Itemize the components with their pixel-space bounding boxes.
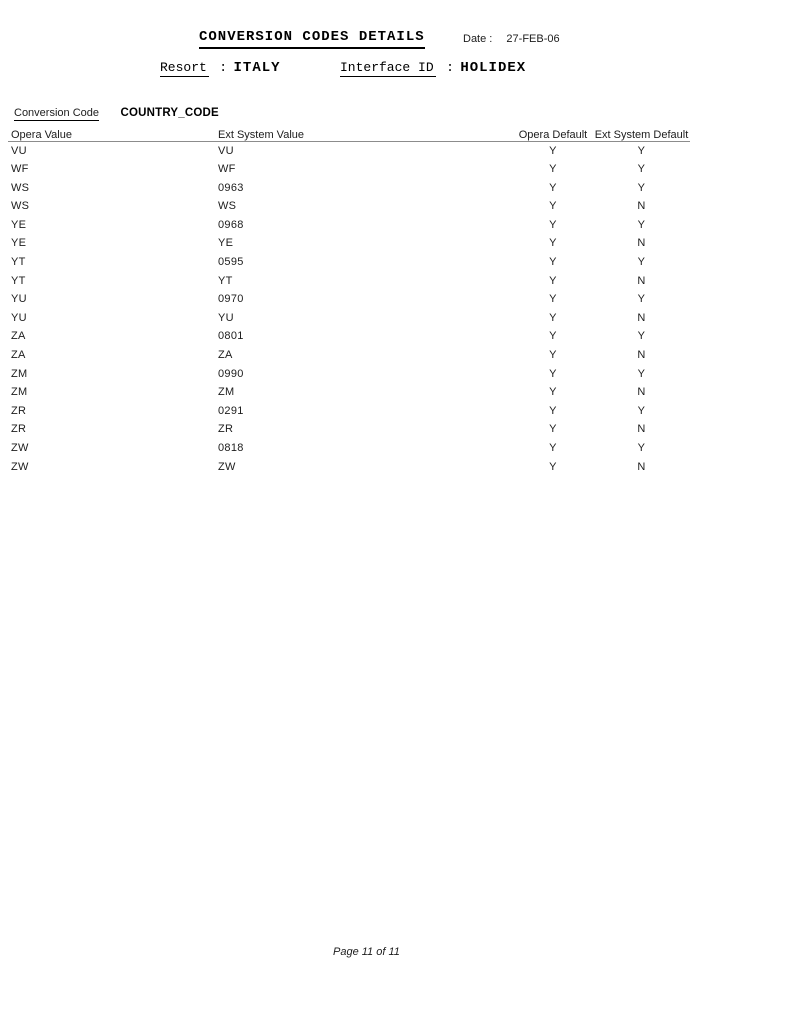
opera-default-cell: Y (549, 218, 557, 231)
page-number: Page 11 of 11 (333, 946, 400, 958)
ext-system-default-cell: N (637, 311, 646, 324)
table-row (8, 327, 690, 346)
column-header-ext-system-value: Ext System Value (218, 126, 513, 141)
ext-system-default-cell: N (637, 423, 646, 436)
opera-default-cell: Y (549, 386, 557, 399)
interface-id-label: Interface ID (340, 60, 434, 75)
opera-value-cell: YT (11, 274, 26, 287)
ext-system-value-cell: YU (218, 311, 234, 324)
opera-value-cell: VU (11, 144, 27, 157)
ext-system-value-cell: YT (218, 274, 233, 287)
ext-system-default-cell: Y (637, 181, 646, 194)
opera-default-cell: Y (549, 349, 557, 362)
ext-system-value-cell: ZW (218, 460, 236, 473)
table-row (8, 420, 690, 439)
opera-value-cell: YU (11, 311, 27, 324)
opera-default-cell: Y (549, 293, 557, 306)
date-label: Date : (463, 33, 493, 45)
conversion-code-value: COUNTRY_CODE (120, 107, 219, 119)
ext-system-default-cell: N (637, 460, 646, 473)
opera-default-cell: Y (549, 181, 557, 194)
report-title: CONVERSION CODES DETAILS (199, 29, 425, 49)
column-header-opera-value: Opera Value (8, 126, 218, 141)
ext-system-value-cell: ZA (218, 349, 233, 362)
ext-system-default-cell: Y (637, 144, 646, 157)
resort-field (160, 58, 281, 76)
table-row (8, 458, 690, 477)
interface-id-value: HOLIDEX (460, 60, 527, 76)
opera-default-cell: Y (549, 460, 557, 473)
resort-label: Resort (160, 60, 207, 75)
ext-system-default-cell: Y (637, 163, 646, 176)
interface-id-separator: : (446, 60, 454, 75)
table-row (8, 160, 690, 179)
opera-value-cell: ZM (11, 386, 28, 399)
ext-system-value-cell: 0801 (218, 330, 244, 343)
table-header-row (8, 126, 690, 141)
opera-value-cell: YT (11, 256, 26, 269)
opera-value-cell: ZW (11, 442, 29, 454)
opera-value-cell: WF (11, 163, 29, 176)
ext-system-default-cell: Y (637, 256, 646, 269)
ext-system-default-cell: Y (637, 218, 646, 231)
ext-system-value-cell: ZM (218, 386, 235, 399)
ext-system-default-cell: N (637, 386, 646, 399)
table-row (8, 365, 690, 384)
ext-system-value-cell: 0968 (218, 218, 244, 231)
table-row (8, 383, 690, 402)
ext-system-value-cell: ZR (218, 423, 234, 436)
table-row (8, 216, 690, 235)
ext-system-default-cell: N (637, 274, 646, 287)
table-body (8, 141, 690, 476)
date-value: 27-FEB-06 (506, 33, 560, 45)
column-header-opera-default: Opera Default (513, 126, 593, 141)
opera-value-cell: ZA (11, 330, 26, 343)
table-row (8, 197, 690, 216)
opera-default-cell: Y (549, 423, 557, 436)
opera-default-cell: Y (549, 200, 557, 213)
opera-default-cell: Y (549, 404, 557, 417)
table-row (8, 346, 690, 365)
table-row (8, 272, 690, 291)
table-row (8, 179, 690, 198)
ext-system-value-cell: 0963 (218, 181, 244, 194)
ext-system-default-cell: Y (637, 293, 646, 306)
opera-value-cell: WS (11, 181, 30, 194)
table-row (8, 253, 690, 272)
resort-value: ITALY (233, 60, 281, 76)
table-header (8, 126, 690, 141)
table-row (8, 141, 690, 160)
opera-value-cell: ZM (11, 367, 28, 380)
opera-default-cell: Y (549, 163, 557, 176)
opera-default-cell: Y (549, 311, 557, 324)
ext-system-default-cell: Y (637, 367, 646, 380)
opera-value-cell: YE (11, 218, 27, 231)
opera-value-cell: ZW (11, 460, 29, 473)
column-header-ext-system-default: Ext System Default (593, 126, 690, 141)
ext-system-value-cell: 0595 (218, 256, 244, 269)
ext-system-value-cell: 0990 (218, 367, 244, 380)
table-row (8, 402, 690, 421)
table-row (8, 439, 690, 458)
ext-system-value-cell: 0291 (218, 404, 244, 417)
opera-value-cell: ZR (11, 423, 27, 436)
table-row (8, 234, 690, 253)
opera-default-cell: Y (549, 274, 557, 287)
opera-default-cell: Y (549, 442, 557, 454)
opera-value-cell: YE (11, 237, 27, 250)
opera-default-cell: Y (549, 367, 557, 380)
opera-value-cell: YU (11, 293, 27, 306)
interface-id-field (340, 58, 526, 76)
conversion-code-field (14, 103, 219, 121)
table-row (8, 309, 690, 328)
ext-system-value-cell: 0970 (218, 293, 244, 306)
table-row (8, 290, 690, 309)
ext-system-value-cell: VU (218, 144, 234, 157)
opera-default-cell: Y (549, 330, 557, 343)
ext-system-default-cell: N (637, 349, 646, 362)
date-group (463, 33, 560, 45)
opera-value-cell: WS (11, 200, 30, 213)
opera-default-cell: Y (549, 144, 557, 157)
ext-system-value-cell: 0818 (218, 442, 244, 454)
opera-default-cell: Y (549, 256, 557, 269)
opera-value-cell: ZA (11, 349, 26, 362)
ext-system-default-cell: N (637, 237, 646, 250)
ext-system-default-cell: Y (637, 442, 646, 454)
opera-value-cell: ZR (11, 404, 27, 417)
ext-system-default-cell: N (637, 200, 646, 213)
ext-system-value-cell: WF (218, 163, 236, 176)
conversion-codes-table (8, 126, 690, 476)
ext-system-default-cell: Y (637, 404, 646, 417)
ext-system-value-cell: WS (218, 200, 237, 213)
ext-system-value-cell: YE (218, 237, 234, 250)
ext-system-default-cell: Y (637, 330, 646, 343)
resort-separator: : (219, 60, 228, 75)
conversion-code-label: Conversion Code (14, 107, 99, 119)
opera-default-cell: Y (549, 237, 557, 250)
